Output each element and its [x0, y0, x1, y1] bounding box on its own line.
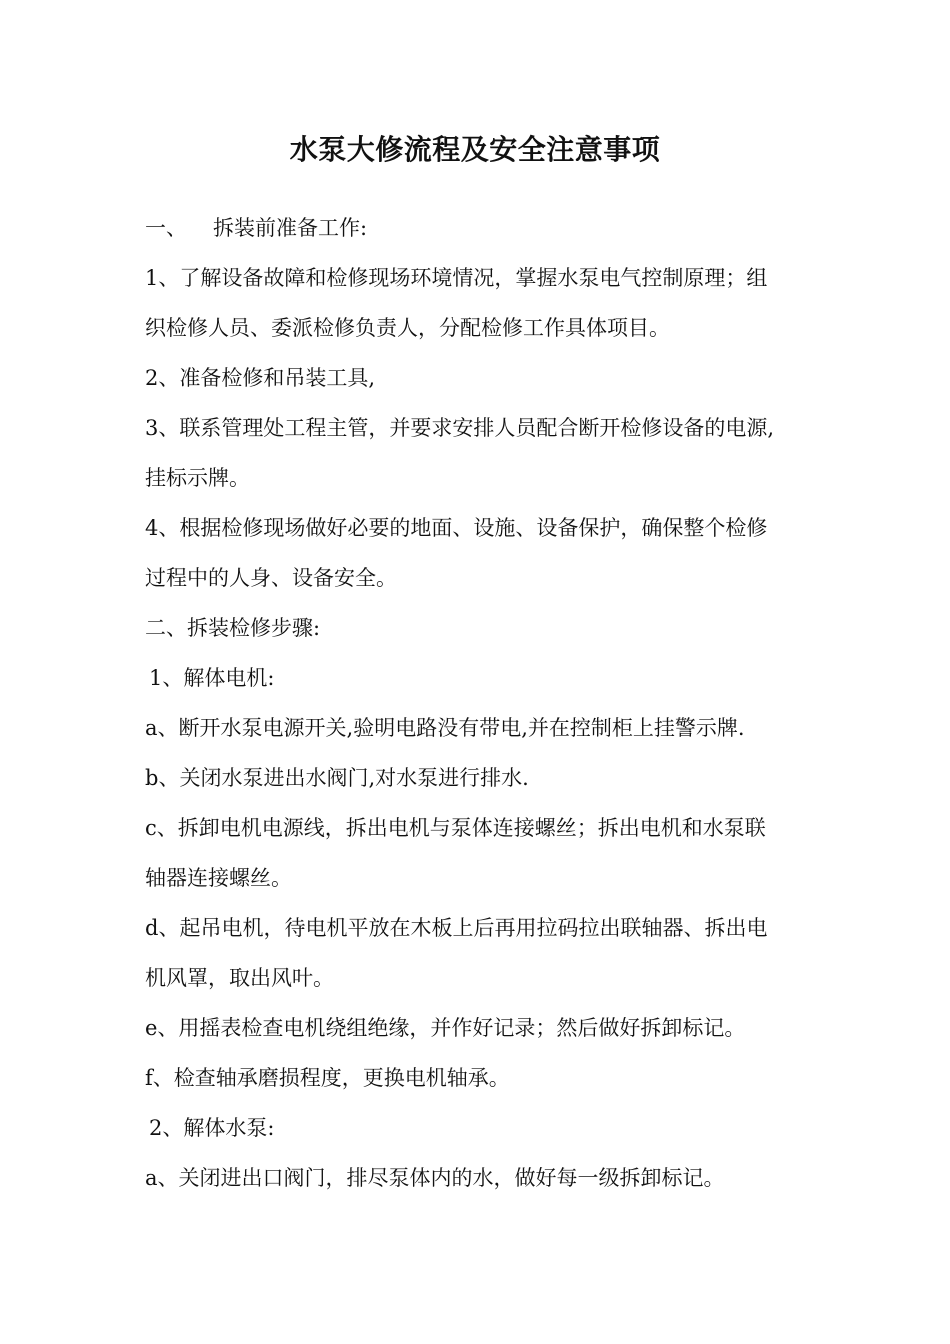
paragraph-line: 1、了解设备故障和检修现场环境情况，掌握水泵电气控制原理；组 [145, 266, 768, 290]
paragraph-line: b、关闭水泵进出水阀门,对水泵进行排水. [145, 766, 529, 790]
document-body [145, 203, 815, 1203]
paragraph-line: a、关闭进出口阀门，排尽泵体内的水，做好每一级拆卸标记。 [145, 1166, 725, 1190]
section-title: 拆装前准备工作: [213, 216, 368, 240]
paragraph-line: c、拆卸电机电源线，拆出电机与泵体连接螺丝；拆出电机和水泵联 [145, 816, 766, 840]
section-number: 一、 [145, 216, 187, 240]
paragraph-line: 挂标示牌。 [145, 466, 250, 490]
section-heading-2: 二、拆装检修步骤: [145, 616, 321, 640]
paragraph-line: a、断开水泵电源开关,验明电路没有带电,并在控制柜上挂警示牌. [145, 716, 745, 740]
paragraph-line: 4、根据检修现场做好必要的地面、设施、设备保护，确保整个检修 [145, 516, 768, 540]
paragraph-line: 2、准备检修和吊装工具, [145, 366, 376, 390]
paragraph-line: d、起吊电机，待电机平放在木板上后再用拉码拉出联轴器、拆出电 [145, 916, 768, 940]
paragraph-line: 机风罩，取出风叶。 [145, 966, 334, 990]
section-heading-1 [145, 203, 815, 253]
paragraph-line: 织检修人员、委派检修负责人，分配检修工作具体项目。 [145, 316, 670, 340]
paragraph-line: f、检查轴承磨损程度，更换电机轴承。 [145, 1066, 510, 1090]
paragraph-line: 过程中的人身、设备安全。 [145, 566, 397, 590]
paragraph-line: e、用摇表检查电机绕组绝缘，并作好记录；然后做好拆卸标记。 [145, 1016, 746, 1040]
document-title: 水泵大修流程及安全注意事项 [289, 133, 661, 166]
paragraph-line: 轴器连接螺丝。 [145, 866, 292, 890]
subsection-heading: 1、解体电机: [149, 666, 275, 690]
paragraph-line: 3、联系管理处工程主管，并要求安排人员配合断开检修设备的电源, [145, 416, 775, 440]
subsection-heading: 2、解体水泵: [149, 1116, 275, 1140]
